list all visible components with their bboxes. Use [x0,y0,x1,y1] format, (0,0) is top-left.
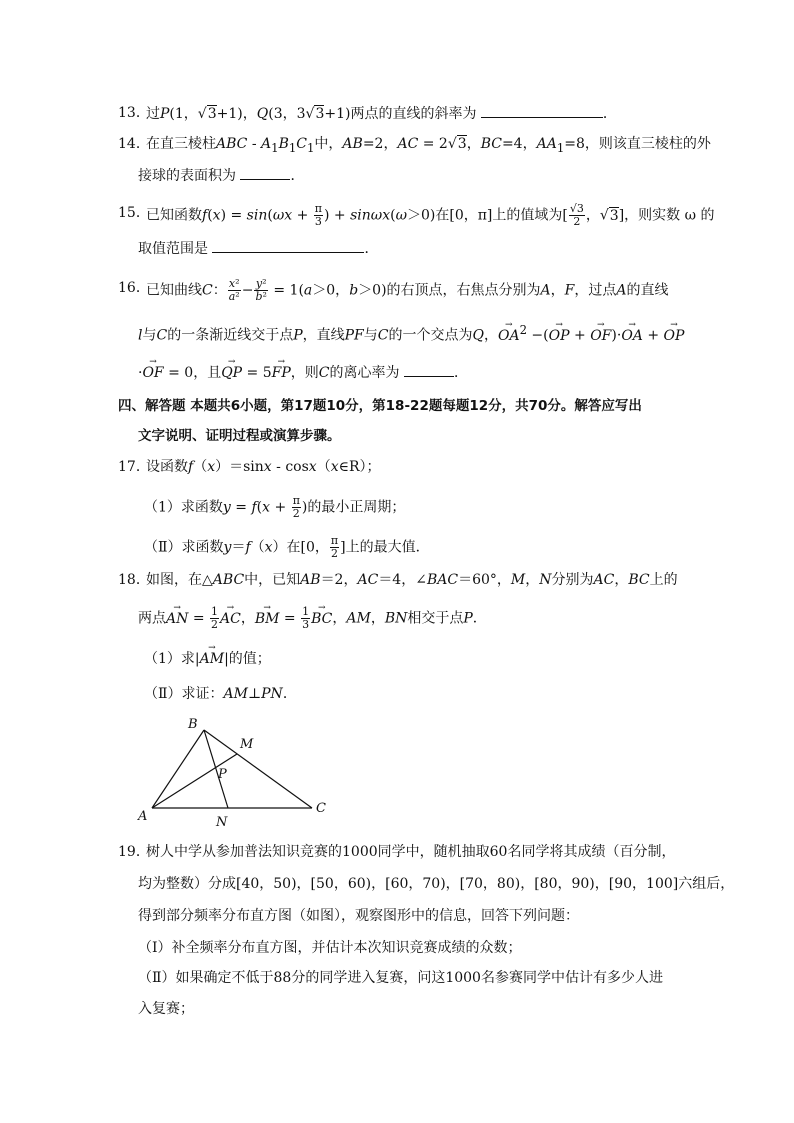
label-a: A [138,809,148,824]
answer-blank-14 [240,165,290,180]
label-n: N [216,815,228,830]
q17-number: 17． [118,459,150,475]
q18-line2: 两点→ AN = $\frac{1}{2}$ → AC，→ BM = $\frac{1}{3}$ → BC，AM，BN相交于点P． [138,606,487,631]
q16-line2: l与C的一条渐近线交于点P，直线PF与C的一个交点为Q，→ $OA^2$ −(→ OP + → OF)·→ OA + → OP [138,320,684,346]
q14-line2: 接球的表面积为 ． [138,165,304,186]
label-c: C [316,801,326,816]
q19-number: 19． [118,844,150,860]
label-b: B [188,717,198,732]
label-p: P [218,767,227,782]
q16-line1: 已知曲线C： $\frac{\text{x²}}{\text{a²}}$ − $\frac{\text{y²}}{\text{b²}}$ = 1(a＞0，b＞0)的右顶点，右焦点分别为A，F，过点A的直线 [146,277,669,303]
answer-blank-13 [481,103,603,118]
q17-text: 设函数f（x）＝sinx - cosx（x∈R）； [146,459,381,475]
q14-line1: 在直三棱柱ABC - $A_1B_1C_1$中，AB=2，AC = 2√3，BC=4，$AA_1=8$，则该直三棱柱的外 [146,136,711,155]
q19-line1: 树人中学从参加普法知识竞赛的1000同学中，随机抽取60名同学将其成绩（百分制， [146,844,676,860]
answer-blank-15 [212,238,364,253]
q13-number: 13． [118,105,150,121]
q18-number: 18． [118,572,150,588]
q13-text: 过P(1，√3+1)，Q(3，3√3+1)两点的直线的斜率为 ． [146,103,617,124]
q15-line1: 已知函数f(x) = sin(ωx + $\frac{\pi}{3}$ ) + sinωx(ω＞0)在[0，π]上的值域为[ $\frac{√3}{2}$ ，√3]，则实数 ω 的 [146,202,715,228]
q16-line3: ·→ OF = 0，且→ QP = 5→ FP，则C的离心率为 ． [138,362,468,383]
q15-number: 15． [118,205,150,221]
q14-number: 14． [118,136,150,152]
q16-number: 16． [118,280,150,296]
triangle-figure [130,712,340,832]
segment-ab [152,730,204,808]
label-m: M [240,737,254,752]
answer-blank-16 [404,362,454,377]
q18-line1: 如图，在△ABC中，已知AB＝2，AC＝4，∠BAC＝60°，M，N分别为AC，BC上的 [146,572,678,588]
q15-line2: 取值范围是 ． [138,238,378,259]
